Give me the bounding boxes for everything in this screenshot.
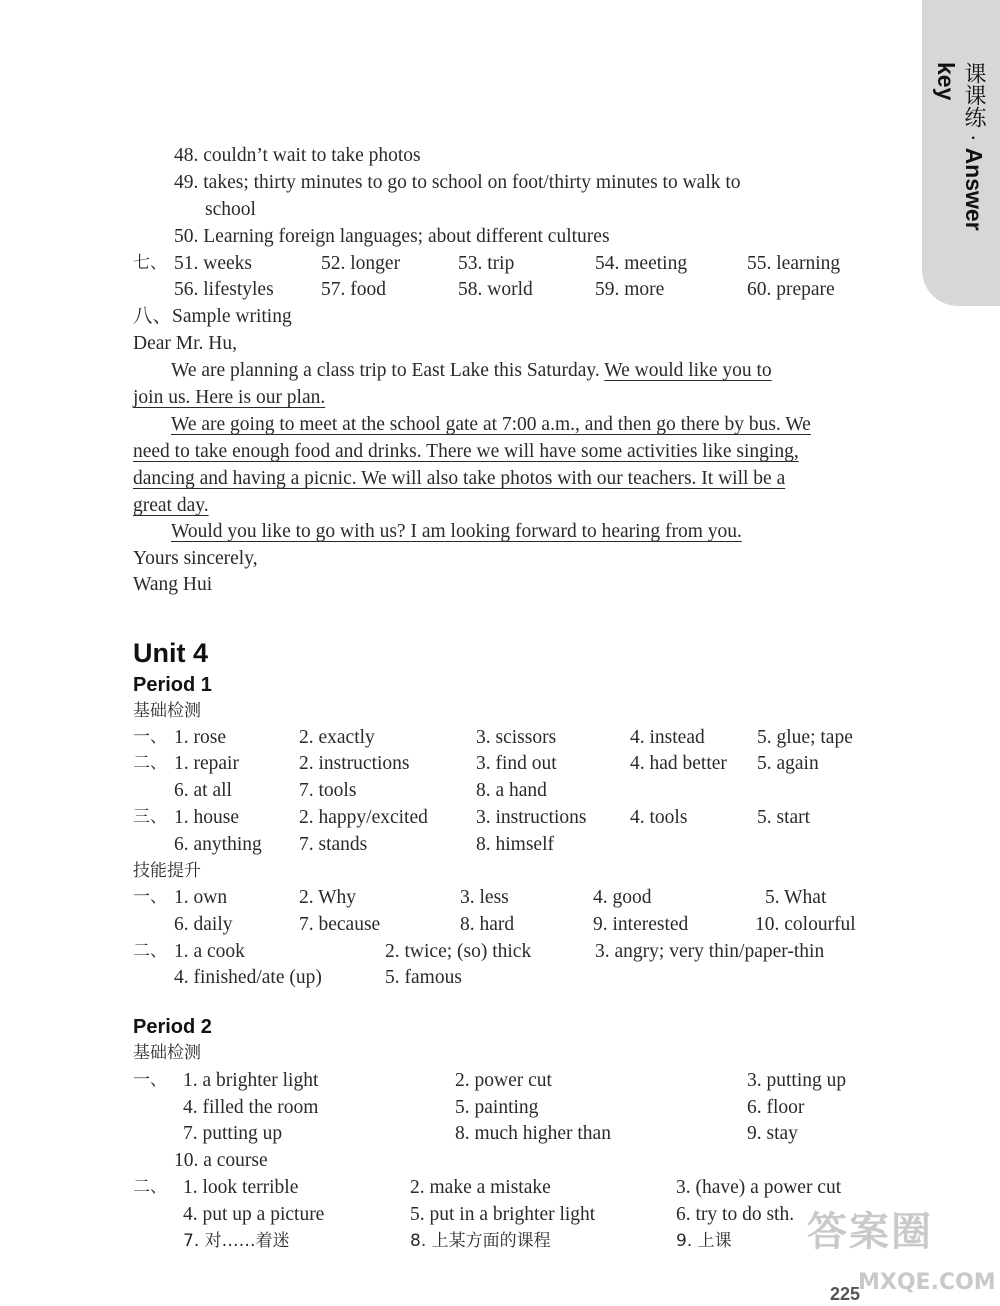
answer-item: 2. make a mistake: [410, 1177, 551, 1198]
answer-item: 5. famous: [385, 967, 462, 988]
answer-item: 2. twice; (so) thick: [385, 941, 532, 962]
answer-item: 3. angry; very thin/paper-thin: [595, 941, 825, 962]
p1-k2-marker: 二、: [133, 941, 167, 961]
answer-item: 1. rose: [174, 727, 226, 748]
answer-item: 3. (have) a power cut: [676, 1177, 842, 1198]
p2-s2-marker: 二、: [133, 1177, 167, 1197]
answer-item: 8. himself: [476, 834, 554, 855]
answer-item: 3. putting up: [747, 1070, 847, 1091]
answer-item: 4. put up a picture: [183, 1204, 325, 1225]
letter-p2-line4: great day.: [133, 495, 209, 516]
p2-s1-marker: 一、: [133, 1070, 167, 1090]
answer-item: 9. interested: [593, 914, 689, 935]
answer-item: 5. glue; tape: [757, 727, 853, 748]
answer-item: 52. longer: [321, 253, 401, 274]
p1-s2-marker: 二、: [133, 753, 167, 773]
answer-item: 4. filled the room: [183, 1097, 319, 1118]
answer-item: 1. repair: [174, 753, 239, 774]
period-1-skills-heading: 技能提升: [133, 861, 201, 881]
answer-item: 9. stay: [747, 1123, 798, 1144]
answer-item: 7. putting up: [183, 1123, 283, 1144]
answer-item: 1. a cook: [174, 941, 245, 962]
answer-item: [410, 1227, 551, 1255]
answer-item: 3. scissors: [476, 727, 557, 748]
answer-item: 60. prepare: [747, 279, 835, 300]
answer-item: 7. tools: [299, 780, 357, 801]
answer-49-line1: 49. takes; thirty minutes to go to school on foot/thirty minutes to walk to: [174, 172, 741, 193]
answer-49-line2: school: [205, 199, 256, 220]
answer-item: 3. find out: [476, 753, 557, 774]
answer-item: 6. at all: [174, 780, 232, 801]
answer-item: 55. learning: [747, 253, 841, 274]
answer-item: 3. less: [460, 887, 509, 908]
letter-p1-underlined: We would like you to: [604, 360, 772, 381]
p1-k1-marker: 一、: [133, 887, 167, 907]
letter-signature: Wang Hui: [133, 574, 213, 595]
side-tab-english: Answer key: [933, 62, 987, 231]
answer-item: 6. daily: [174, 914, 233, 935]
answer-item: 6. floor: [747, 1097, 805, 1118]
letter-p3: Would you like to go with us? I am looking forward to hearing from you.: [171, 521, 742, 542]
answer-item-text: 8. 上某方面的课程: [410, 1231, 551, 1251]
answer-item: 8. a hand: [476, 780, 547, 801]
answer-item: 4. tools: [630, 807, 688, 828]
letter-greeting: Dear Mr. Hu,: [133, 333, 237, 354]
period-1-title: Period 1: [133, 674, 212, 696]
answer-item: 4. finished/ate (up): [174, 967, 322, 988]
answer-item: [183, 1227, 290, 1255]
answer-item: 1. house: [174, 807, 239, 828]
page-number: 225: [830, 1284, 861, 1304]
p1-s1-marker: 一、: [133, 727, 167, 747]
answer-item: 2. instructions: [299, 753, 410, 774]
answer-item: [676, 1227, 732, 1255]
section-8-heading: 八、Sample writing: [133, 306, 292, 327]
answer-item: 59. more: [595, 279, 665, 300]
section-7-marker: 七、: [133, 253, 167, 273]
answer-item: 1. own: [174, 887, 228, 908]
answer-item: 5. What: [765, 887, 827, 908]
letter-p1-line1: [171, 357, 772, 384]
answer-item: 10. a course: [174, 1150, 268, 1171]
answer-item: 5. put in a brighter light: [410, 1204, 596, 1225]
period-2-basic-heading: 基础检测: [133, 1043, 201, 1063]
answer-item: 1. look terrible: [183, 1177, 299, 1198]
answer-item-text: 7. 对……着迷: [183, 1231, 290, 1251]
answer-item: 2. power cut: [455, 1070, 552, 1091]
letter-p2-line1: We are going to meet at the school gate at 7:00 a.m., and then go there by bus. We: [171, 414, 811, 435]
answer-item: 51. weeks: [174, 253, 252, 274]
answer-item: 4. good: [593, 887, 652, 908]
answer-item: 5. painting: [455, 1097, 539, 1118]
letter-p2-line2: need to take enough food and drinks. There we will have some activities like singing,: [133, 441, 799, 462]
answer-item: 7. because: [299, 914, 381, 935]
answer-item: 2. happy/excited: [299, 807, 428, 828]
answer-item: 5. again: [757, 753, 819, 774]
answer-item: 7. stands: [299, 834, 368, 855]
letter-p2-line3: dancing and having a picnic. We will also take photos with our teachers. It will be a: [133, 468, 786, 489]
answer-item-text: 9. 上课: [676, 1231, 732, 1251]
answer-item: 53. trip: [458, 253, 515, 274]
letter-closing: Yours sincerely,: [133, 548, 258, 569]
answer-50: 50. Learning foreign languages; about different cultures: [174, 226, 610, 247]
answer-item: 10. colourful: [755, 914, 856, 935]
unit-title: Unit 4: [133, 638, 209, 668]
answer-item: 5. start: [757, 807, 811, 828]
answer-item: 54. meeting: [595, 253, 688, 274]
answer-item: 4. had better: [630, 753, 727, 774]
side-tab-label: [930, 62, 990, 272]
period-2-title: Period 2: [133, 1016, 212, 1038]
answer-item: 2. exactly: [299, 727, 375, 748]
answer-item: 1. a brighter light: [183, 1070, 319, 1091]
watermark-url: MXQE.COM: [858, 1270, 996, 1295]
answer-item: 58. world: [458, 279, 533, 300]
p1-s3-marker: 三、: [133, 807, 167, 827]
answer-item: 8. much higher than: [455, 1123, 611, 1144]
answer-item: 56. lifestyles: [174, 279, 274, 300]
period-1-basic-heading: 基础检测: [133, 701, 201, 721]
answer-item: 8. hard: [460, 914, 515, 935]
watermark-logo: 答案圈: [807, 1209, 933, 1255]
answer-48: 48. couldn’t wait to take photos: [174, 145, 421, 166]
answer-item: 6. anything: [174, 834, 262, 855]
letter-p1-plain: We are planning a class trip to East Lake this Saturday.: [171, 360, 605, 381]
answer-item: 2. Why: [299, 887, 357, 908]
answer-item: 57. food: [321, 279, 386, 300]
answer-item: 3. instructions: [476, 807, 587, 828]
answer-item: 4. instead: [630, 727, 705, 748]
answer-item: 6. try to do sth.: [676, 1204, 795, 1225]
side-tab-chinese: 课课练 ·: [962, 62, 987, 148]
letter-p1-line2: join us. Here is our plan.: [133, 387, 326, 408]
